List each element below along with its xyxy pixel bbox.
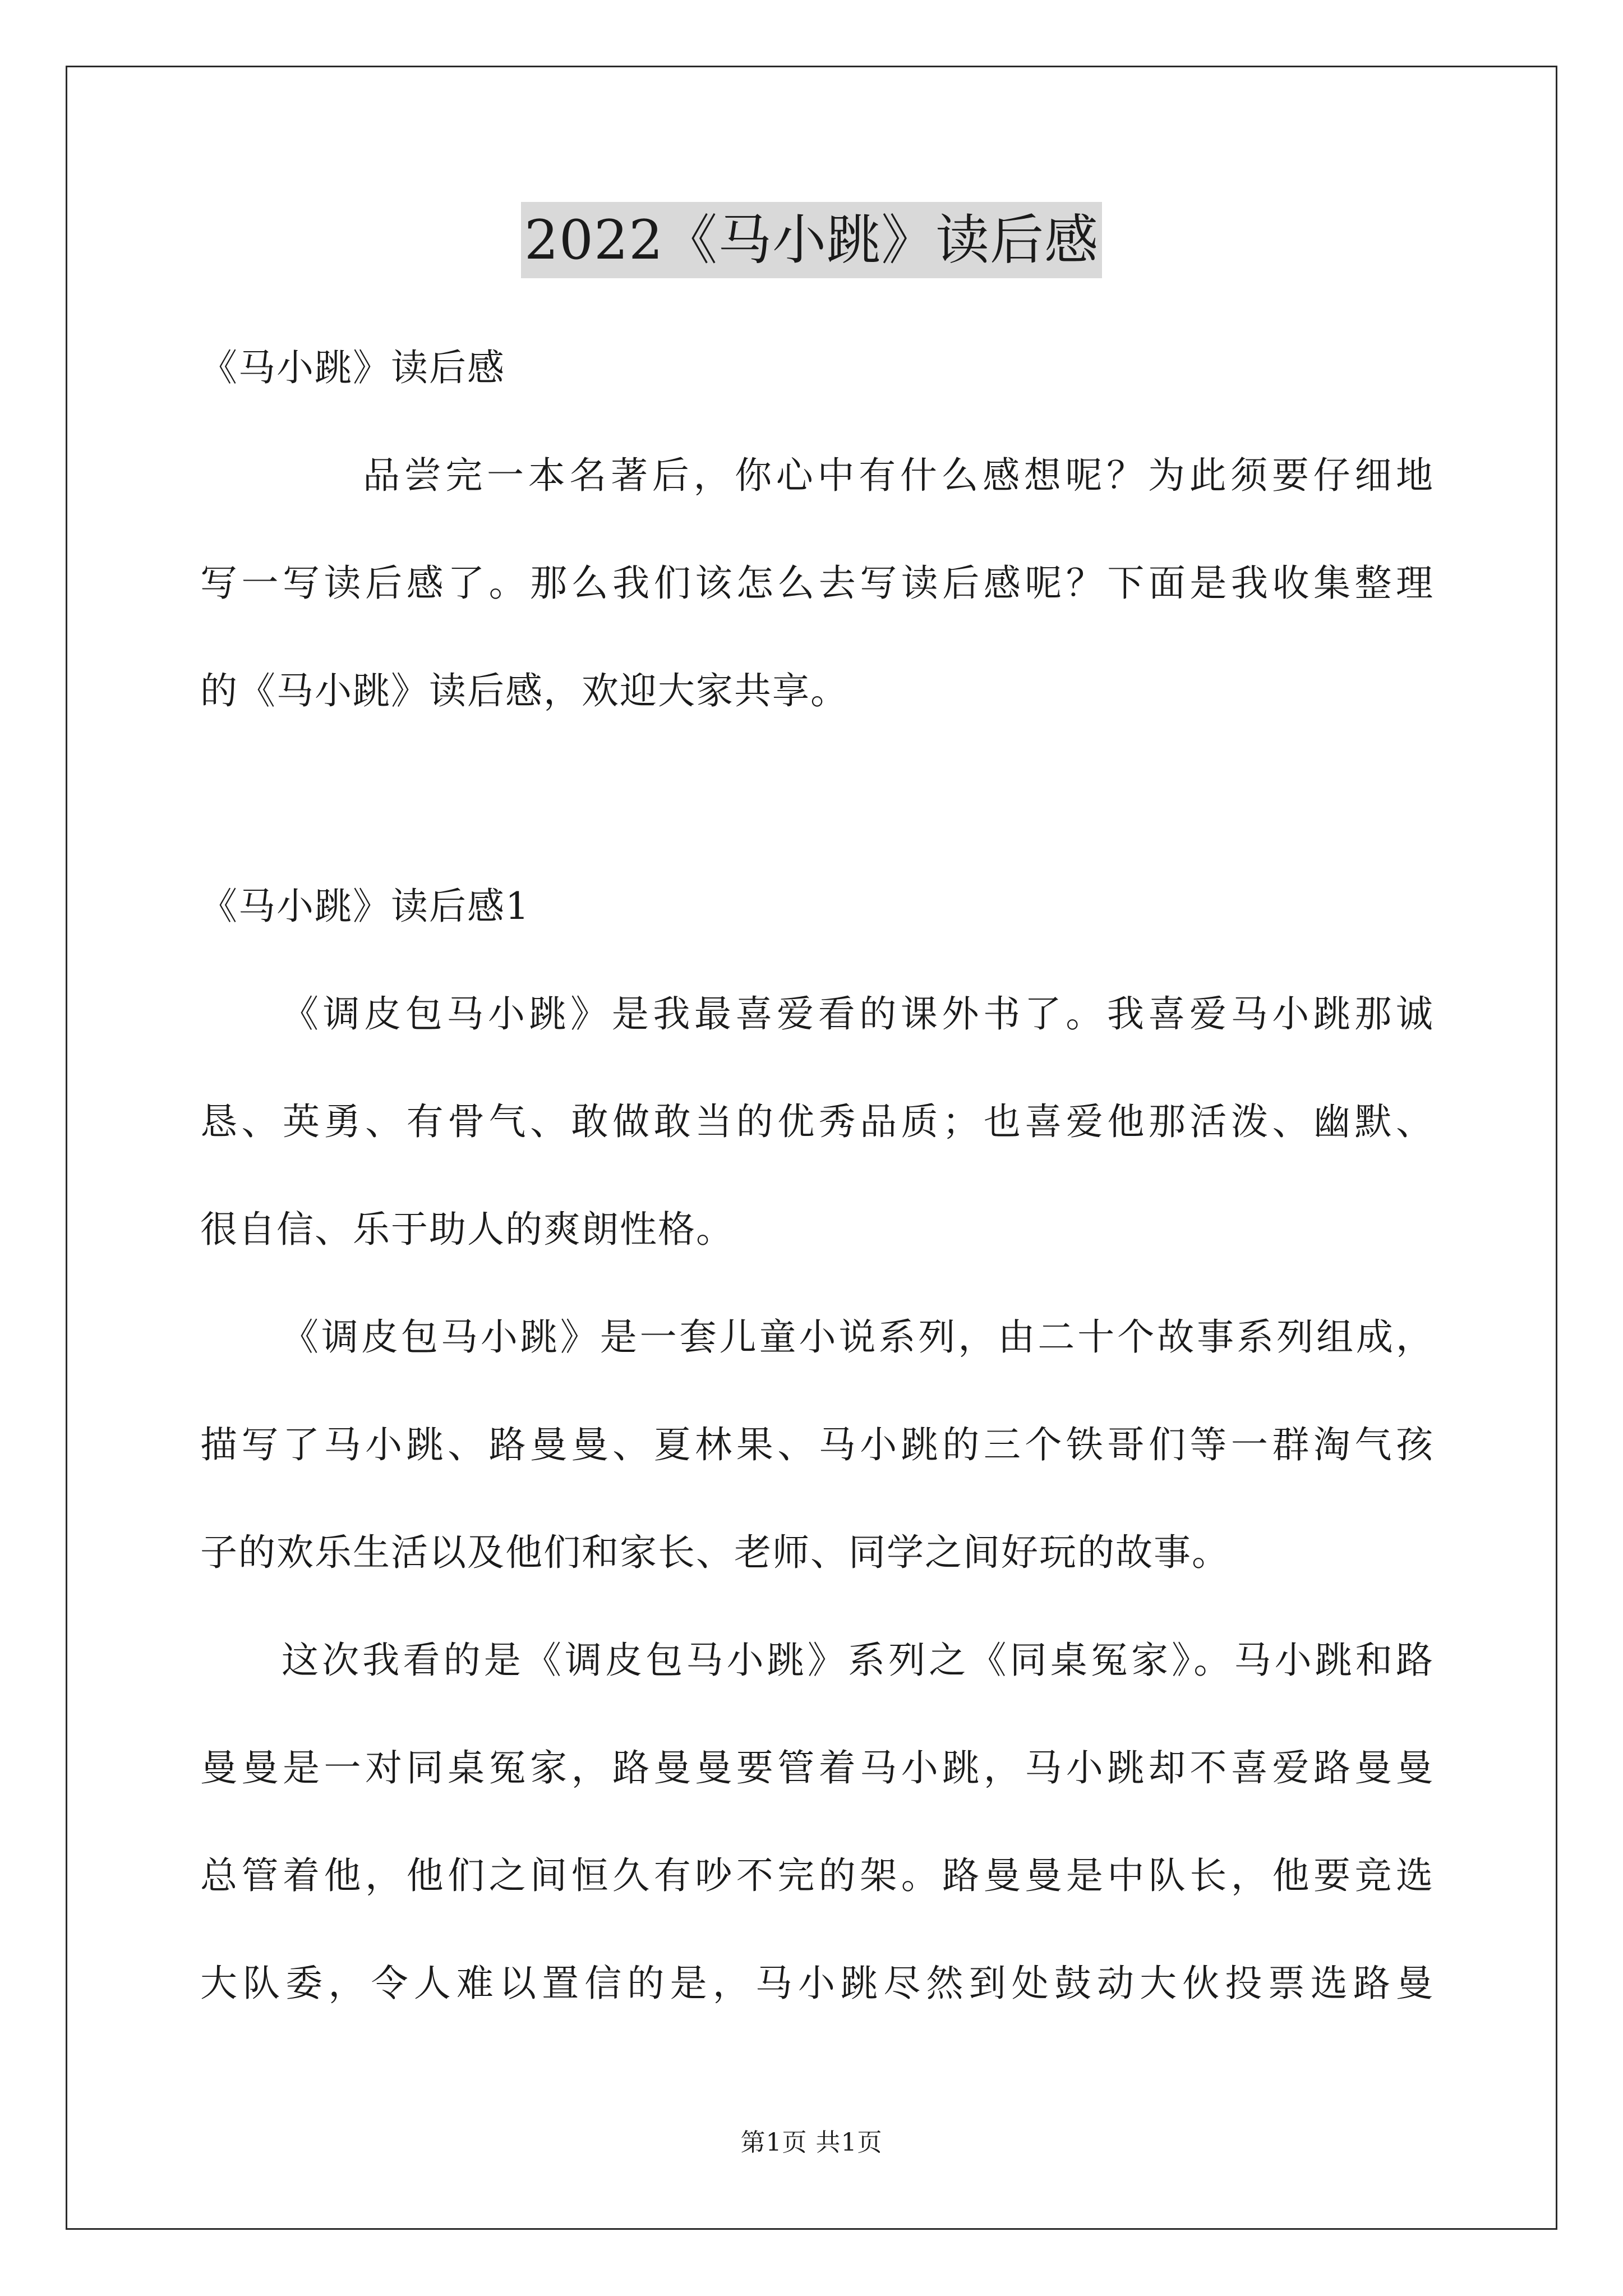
paragraph-line: 描写了马小跳、路曼曼、夏林果、马小跳的三个铁哥们等一群淘气孩 (200, 1423, 1434, 1466)
paragraph-line: 大队委，令人难以置信的是，马小跳尽然到处鼓动大伙投票选路曼 (200, 1962, 1434, 2005)
paragraph-line: 子的欢乐生活以及他们和家长、老师、同学之间好玩的故事。 (200, 1531, 1230, 1574)
paragraph-line: 《调皮包马小跳》是我最喜爱看的课外书了。我喜爱马小跳那诚 (282, 992, 1434, 1036)
paragraph-line: 的《马小跳》读后感，欢迎大家共享。 (200, 669, 849, 712)
document-body (200, 314, 1434, 2037)
page-footer: 第1页 共1页 (740, 2128, 883, 2157)
section-heading: 《马小跳》读后感1 (200, 885, 530, 928)
paragraph-line: 品尝完一本名著后，你心中有什么感想呢？为此须要仔细地 (363, 454, 1434, 497)
paragraph-line: 写一写读后感了。那么我们该怎么去写读后感呢？下面是我收集整理 (200, 562, 1434, 605)
paragraph-line: 这次我看的是《调皮包马小跳》系列之《同桌冤家》。马小跳和路 (282, 1639, 1434, 1682)
paragraph-line: 曼曼是一对同桌冤家，路曼曼要管着马小跳，马小跳却不喜爱路曼曼 (200, 1746, 1434, 1789)
paragraph-line: 《调皮包马小跳》是一套儿童小说系列，由二十个故事系列组成， (282, 1315, 1434, 1359)
blank-line (200, 745, 1434, 853)
document-title: 2022《马小跳》读后感 (521, 202, 1102, 278)
intro-heading: 《马小跳》读后感 (200, 346, 505, 389)
paragraph-line: 恳、英勇、有骨气、敢做敢当的优秀品质；也喜爱他那活泼、幽默、 (200, 1100, 1434, 1143)
paragraph-line: 总管着他，他们之间恒久有吵不完的架。路曼曼是中队长，他要竞选 (200, 1854, 1434, 1897)
title-container (0, 202, 1623, 278)
paragraph-line: 很自信、乐于助人的爽朗性格。 (200, 1208, 734, 1251)
